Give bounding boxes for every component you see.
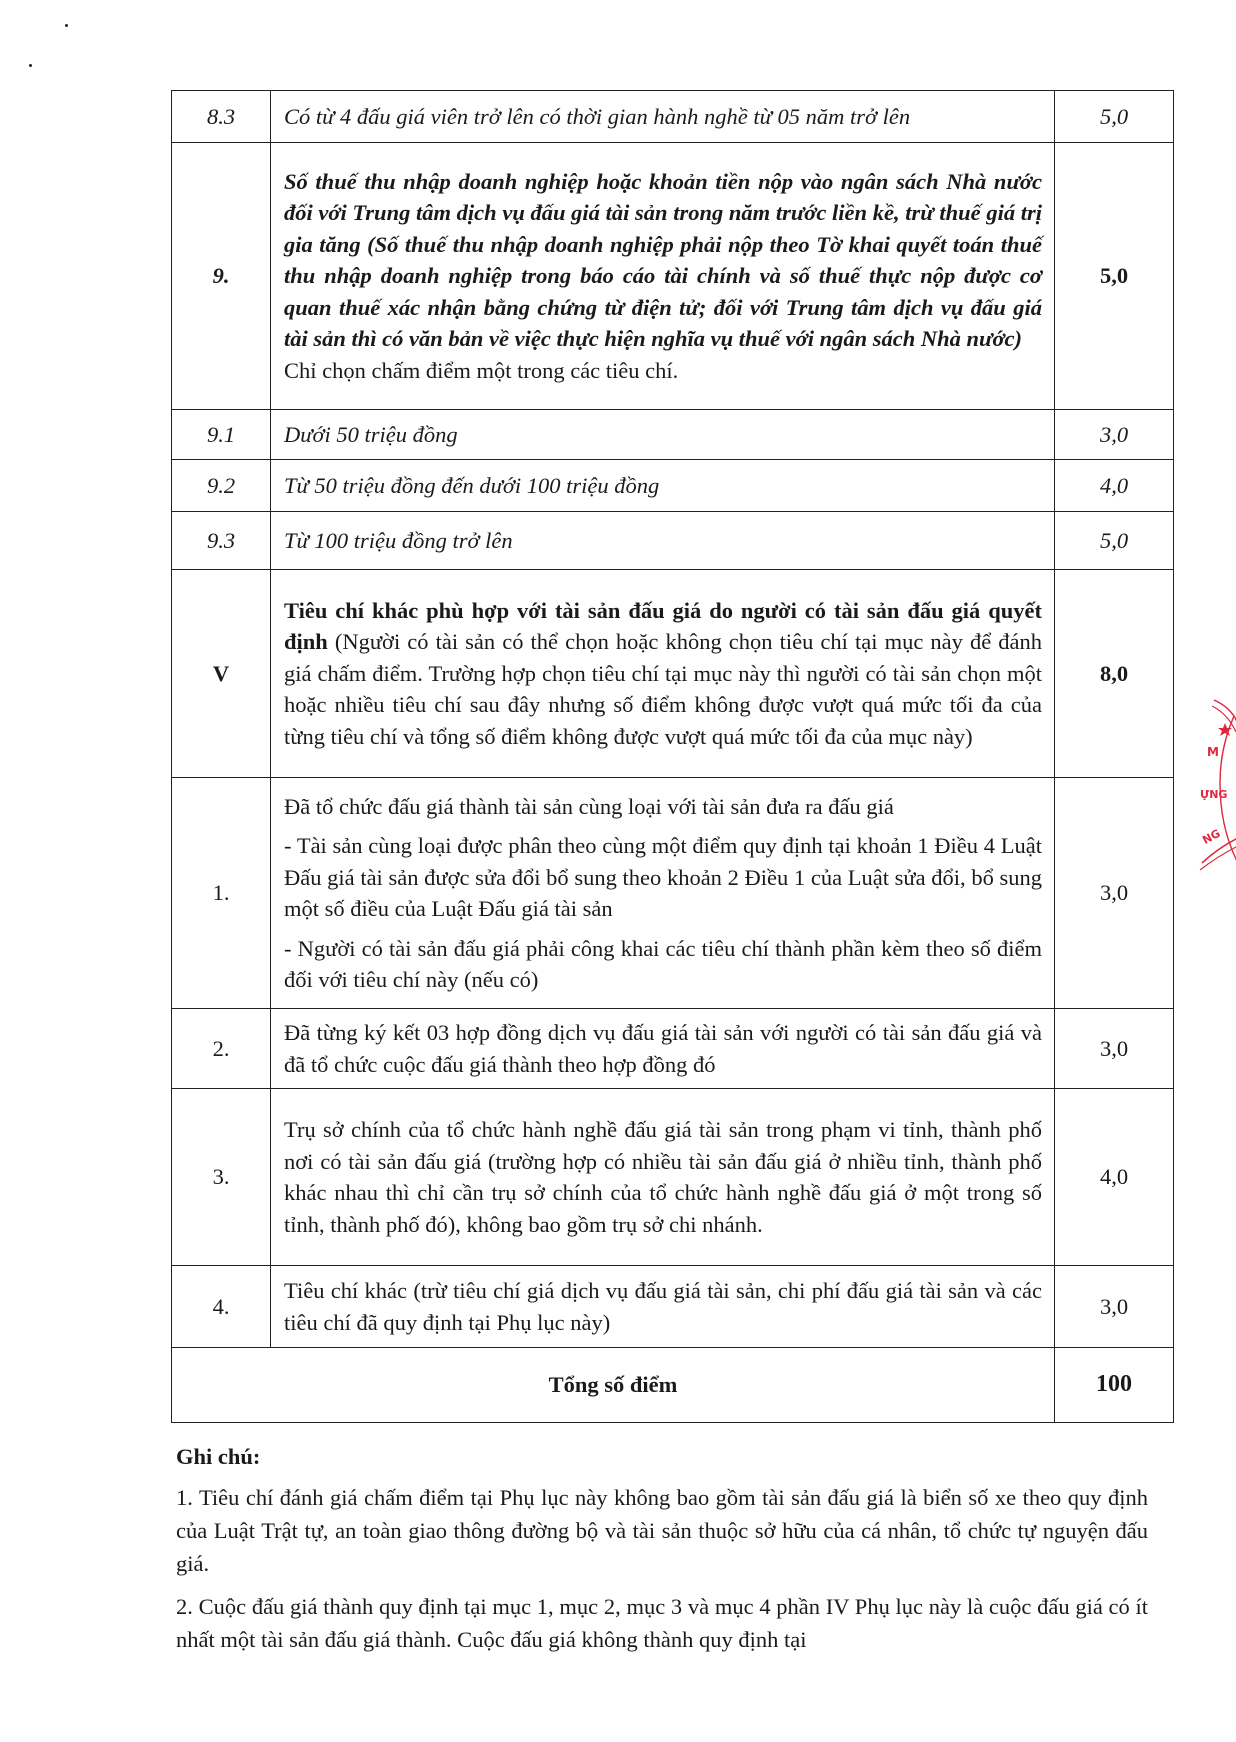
row-score: 4,0 <box>1055 460 1174 512</box>
row-description: Từ 50 triệu đồng đến dưới 100 triệu đồng <box>271 460 1055 512</box>
row-score: 3,0 <box>1055 778 1174 1009</box>
row-description-main: Đã tổ chức đấu giá thành tài sản cùng loại với tài sản đưa ra đấu giá <box>284 793 894 819</box>
row-number: 1. <box>172 778 271 1009</box>
table-row <box>172 570 1174 778</box>
row-score: 3,0 <box>1055 410 1174 460</box>
row-score: 3,0 <box>1055 1266 1174 1348</box>
scan-speck <box>29 64 32 67</box>
row-score: 3,0 <box>1055 1009 1174 1089</box>
notes-title: Ghi chú: <box>176 1444 261 1469</box>
row-number: 3. <box>172 1089 271 1266</box>
table-row <box>172 1089 1174 1266</box>
svg-text:M: M <box>1207 745 1219 759</box>
row-description: Tiêu chí khác (trừ tiêu chí giá dịch vụ đấu giá tài sản, chi phí đấu giá tài sản và các tiêu chí đã quy định tại Phụ lục này) <box>271 1266 1055 1348</box>
row-number: 2. <box>172 1009 271 1089</box>
row-number: 9.2 <box>172 460 271 512</box>
criteria-table <box>171 90 1174 1423</box>
row-score: 5,0 <box>1055 91 1174 143</box>
row-description: Trụ sở chính của tổ chức hành nghề đấu giá tài sản trong phạm vi tỉnh, thành phố nơi có tài sản đấu giá (trường hợp có nhiều tài sản đấu giá ở nhiều tỉnh, thành phố khác nhau thì chỉ cần trụ sở chính của tổ chức hành nghề đấu giá ở một trong số tỉnh, thành phố đó), không bao gồm trụ sở chi nhánh. <box>271 1089 1055 1266</box>
row-number: 9.1 <box>172 410 271 460</box>
row-description <box>271 778 1055 1009</box>
table-row <box>172 1009 1174 1089</box>
row-score: 5,0 <box>1055 512 1174 570</box>
scan-speck <box>65 24 68 27</box>
row-score: 5,0 <box>1055 143 1174 410</box>
row-number: V <box>172 570 271 778</box>
note-item: 1. Tiêu chí đánh giá chấm điểm tại Phụ lục này không bao gồm tài sản đấu giá là biển số xe theo quy định của Luật Trật tự, an toàn giao thông đường bộ và tài sản thuộc sở hữu của cá nhân, tổ chức tự nguyện đấu giá. <box>176 1485 1148 1576</box>
seal-icon <box>1198 688 1236 878</box>
row-description <box>271 143 1055 410</box>
total-row <box>172 1348 1174 1423</box>
row-number: 8.3 <box>172 91 271 143</box>
red-seal-stamp <box>1198 688 1236 878</box>
table-row <box>172 410 1174 460</box>
svg-text:NG: NG <box>1200 826 1223 847</box>
notes-section <box>176 1440 1148 1666</box>
row-description: Có từ 4 đấu giá viên trở lên có thời gian hành nghề từ 05 năm trở lên <box>271 91 1055 143</box>
row-description-main: Số thuế thu nhập doanh nghiệp hoặc khoản tiền nộp vào ngân sách Nhà nước đối với Trung tâm dịch vụ đấu giá tài sản trong năm trước liền kề, trừ thuế giá trị gia tăng (Số thuế thu nhập doanh nghiệp phải nộp theo Tờ khai quyết toán thuế thu nhập doanh nghiệp trong báo cáo tài chính và số thuế thực nộp được cơ quan thuế xác nhận bằng chứng từ điện tử; đối với Trung tâm dịch vụ đấu giá tài sản thì có văn bản về việc thực hiện nghĩa vụ thuế với ngân sách Nhà nước) <box>284 168 1042 352</box>
table-row <box>172 1266 1174 1348</box>
row-description-bold: Tiêu chí khác phù hợp với tài sản đấu giá do người có tài sản đấu giá quyết định <box>284 597 1042 655</box>
total-score: 100 <box>1055 1348 1174 1423</box>
row-score: 4,0 <box>1055 1089 1174 1266</box>
table-row <box>172 512 1174 570</box>
row-description-detail: - Người có tài sản đấu giá phải công khai các tiêu chí thành phần kèm theo số điểm đối với tiêu chí này (nếu có) <box>284 935 1042 992</box>
row-description: Đã từng ký kết 03 hợp đồng dịch vụ đấu giá tài sản với người có tài sản đấu giá và đã tổ chức cuộc đấu giá thành theo hợp đồng đó <box>271 1009 1055 1089</box>
note-item: 2. Cuộc đấu giá thành quy định tại mục 1, mục 2, mục 3 và mục 4 phần IV Phụ lục này là cuộc đấu giá có ít nhất một tài sản đấu giá thành. Cuộc đấu giá không thành quy định tại <box>176 1594 1148 1652</box>
row-description: Từ 100 triệu đồng trở lên <box>271 512 1055 570</box>
row-score: 8,0 <box>1055 570 1174 778</box>
row-description <box>271 570 1055 778</box>
row-number: 4. <box>172 1266 271 1348</box>
row-description: Dưới 50 triệu đồng <box>271 410 1055 460</box>
svg-text:ỰNG: ỰNG <box>1200 788 1228 801</box>
row-number: 9. <box>172 143 271 410</box>
row-description-note: Chỉ chọn chấm điểm một trong các tiêu chí. <box>284 357 679 383</box>
table-row <box>172 778 1174 1009</box>
table-row <box>172 143 1174 410</box>
row-description-rest: (Người có tài sản có thể chọn hoặc không chọn tiêu chí tại mục này để đánh giá chấm điểm. Trường hợp chọn tiêu chí tại mục này thì người có tài sản chọn một hoặc nhiều tiêu chí sau đây nhưng số điểm không được vượt quá mức tối đa của từng tiêu chí và tổng số điểm không được vượt quá mức tối đa của mục này) <box>284 629 1042 749</box>
row-number: 9.3 <box>172 512 271 570</box>
table-row <box>172 460 1174 512</box>
total-label: Tổng số điểm <box>172 1348 1055 1423</box>
table-row <box>172 91 1174 143</box>
row-description-detail: - Tài sản cùng loại được phân theo cùng một điểm quy định tại khoản 1 Điều 4 Luật Đấu giá tài sản được sửa đổi bổ sung theo khoản 2 Điều 1 của Luật sửa đổi, bổ sung một số điều của Luật Đấu giá tài sản <box>284 833 1042 921</box>
